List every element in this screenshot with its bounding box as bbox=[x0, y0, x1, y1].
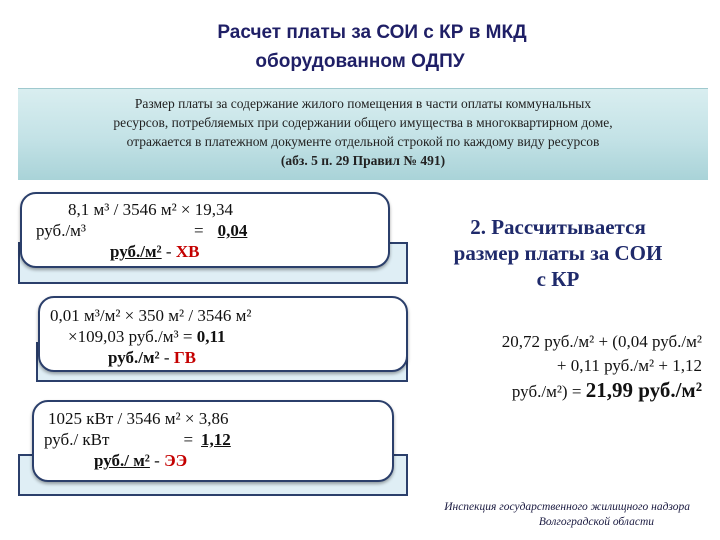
calc-electricity-label: ЭЭ bbox=[164, 451, 188, 470]
calc-hot-water-result: 0,11 bbox=[196, 327, 226, 346]
calc-electricity-line1: 1025 кВт / 3546 м² × 3,86 bbox=[48, 409, 229, 428]
calc-hot-water-line1: 0,01 м³/м² × 350 м² / 3546 м² bbox=[50, 306, 252, 325]
calc-hot-water-label: ГВ bbox=[173, 348, 196, 367]
total-line1: 20,72 руб./м² + (0,04 руб./м² bbox=[501, 332, 702, 351]
calc-electricity-sep: - bbox=[154, 451, 160, 470]
calc-hot-water-sep: - bbox=[163, 348, 170, 367]
total-calculation bbox=[402, 330, 702, 404]
calc-cold-water bbox=[18, 192, 408, 284]
calc-cold-water-label: ХВ bbox=[175, 242, 200, 261]
calc-electricity bbox=[18, 400, 408, 496]
calc-cold-water-line1: 8,1 м³ / 3546 м² × 19,34 bbox=[68, 200, 234, 219]
calc-cold-water-sep: - bbox=[165, 242, 172, 261]
page-title-line2: оборудованном ОДПУ bbox=[255, 51, 465, 72]
info-text-line1: Размер платы за содержание жилого помещения в части оплаты коммунальных bbox=[134, 96, 592, 111]
total-line3: руб./м²) = bbox=[511, 382, 586, 401]
calc-cold-water-result: 0,04 bbox=[217, 221, 248, 240]
footer-line1: Инспекция государственного жилищного надзора bbox=[444, 501, 690, 513]
footer-line2: Волгоградской области bbox=[538, 516, 654, 528]
page-title-line1: Расчет платы за СОИ с КР в МКД bbox=[217, 22, 527, 43]
calc-cold-water-card bbox=[20, 192, 390, 268]
info-text-line3: отражается в платежном документе отдельной строкой по каждому виду ресурсов bbox=[126, 134, 600, 149]
section-heading-2-line3: с КР bbox=[536, 267, 580, 291]
calc-hot-water-card bbox=[38, 296, 408, 372]
footer-organization bbox=[350, 500, 690, 530]
calc-hot-water-result-unit: руб./м² bbox=[108, 348, 160, 367]
calc-cold-water-result-unit: руб./м² bbox=[110, 242, 162, 261]
section-heading-2-line1: 2. Рассчитывается bbox=[470, 215, 646, 239]
info-reference: (абз. 5 п. 29 Правил № 491) bbox=[280, 153, 446, 168]
section-heading-2 bbox=[418, 214, 698, 292]
info-box bbox=[18, 88, 708, 180]
calc-hot-water bbox=[18, 296, 408, 382]
calc-cold-water-unit: руб./м³ bbox=[36, 221, 87, 240]
total-line2: + 0,11 руб./м² + 1,12 bbox=[556, 356, 702, 375]
calc-electricity-result: 1,12 bbox=[201, 430, 231, 449]
calc-cold-water-eq: = bbox=[194, 221, 204, 240]
total-value: 21,99 руб./м² bbox=[585, 378, 702, 402]
info-text-line2: ресурсов, потребляемых при содержании общего имущества в многоквартирном доме, bbox=[113, 115, 613, 130]
calc-hot-water-line2: ×109,03 руб./м³ = bbox=[68, 327, 197, 346]
calc-electricity-card bbox=[32, 400, 394, 482]
calc-electricity-unit: руб./ кВт bbox=[44, 430, 110, 449]
calc-electricity-eq: = bbox=[183, 430, 194, 449]
page-title bbox=[0, 18, 720, 76]
calc-electricity-result-unit: руб./ м² bbox=[94, 451, 150, 470]
section-heading-2-line2: размер платы за СОИ bbox=[453, 241, 663, 265]
